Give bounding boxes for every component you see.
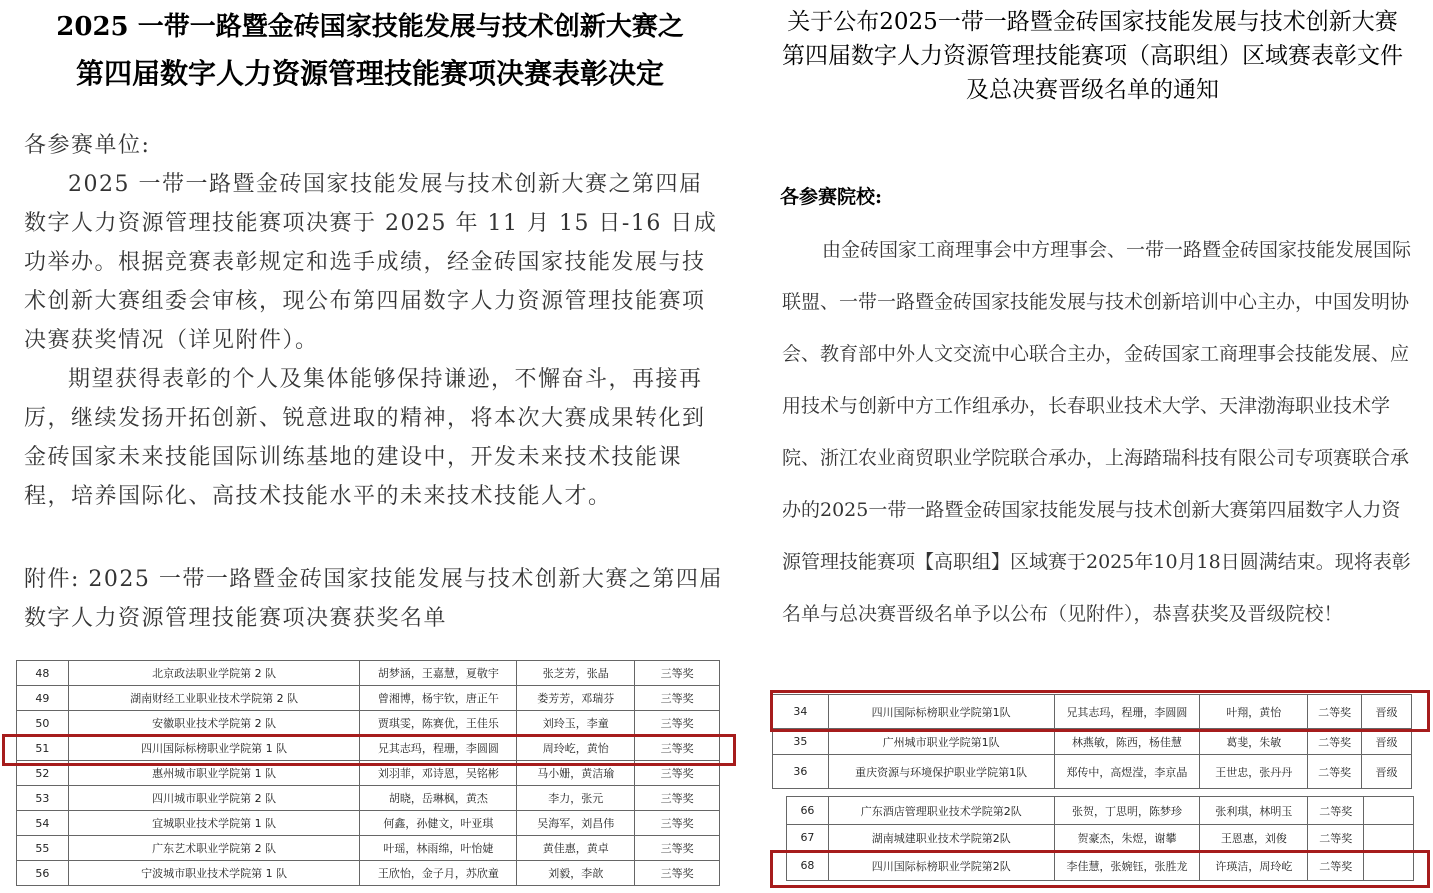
cell-students: 兄其志玛，程珊，李圆圆 [1054, 695, 1200, 729]
cell-students: 刘羽菲，邓诗恩，吴铭彬 [360, 761, 517, 786]
cell-school: 四川城市职业学院第 2 队 [68, 786, 360, 811]
cell-no: 56 [17, 861, 69, 886]
cell-teachers: 吴海军，刘昌伟 [517, 811, 635, 836]
right-title-line2: 第四届数字人力资源管理技能赛项（高职组）区域赛表彰文件 [782, 43, 1403, 69]
right-title-line1: 关于公布2025一带一路暨金砖国家技能发展与技术创新大赛 [787, 9, 1398, 35]
cell-teachers: 李力，张元 [517, 786, 635, 811]
cell-promo: 晋级 [1362, 695, 1412, 729]
cell-students: 李佳慧，张婉钰，张胜龙 [1054, 851, 1200, 881]
table-row [17, 661, 720, 686]
cell-no: 50 [17, 711, 69, 736]
cell-students: 张贺，丁思明，陈梦珍 [1054, 797, 1200, 825]
cell-school: 安徽职业技术学院第 2 队 [68, 711, 360, 736]
cell-no: 55 [17, 836, 69, 861]
table-row [17, 836, 720, 861]
cell-no: 49 [17, 686, 69, 711]
cell-school: 惠州城市职业学院第 1 队 [68, 761, 360, 786]
cell-award: 二等奖 [1308, 797, 1364, 825]
left-highlight-box [2, 734, 736, 766]
right-salutation: 各参赛院校: [780, 186, 883, 208]
cell-teachers: 马小姗，黄洁瑜 [517, 761, 635, 786]
cell-no: 34 [773, 695, 829, 729]
table-row [17, 686, 720, 711]
cell-teachers: 刘玲玉，李童 [517, 711, 635, 736]
cell-no: 35 [773, 729, 829, 755]
cell-no: 67 [787, 825, 829, 851]
cell-school: 四川国际标榜职业学院第1队 [828, 695, 1054, 729]
cell-promo: 晋级 [1362, 729, 1412, 755]
cell-no: 48 [17, 661, 69, 686]
cell-students: 胡晓，岳琳枫，黄杰 [360, 786, 517, 811]
cell-students: 郑传中，高煜滢，李京晶 [1054, 755, 1200, 789]
left-body [24, 126, 724, 516]
right-highlight-box-2 [770, 850, 1430, 888]
cell-teachers: 刘毅，李歆 [517, 861, 635, 886]
left-paragraph-2: 期望获得表彰的个人及集体能够保持谦逊，不懈奋斗，再接再厉，继续发扬开拓创新、锐意进取的精神，将本次大赛成果转化到金砖国家未来技能国际训练基地的建设中，开发未来技术技能课程，培养国际化、高技术技能水平的未来技术技能人才。 [24, 367, 706, 509]
cell-teachers: 王恩惠，刘俊 [1200, 825, 1308, 851]
cell-award: 三等奖 [635, 786, 720, 811]
cell-award: 二等奖 [1308, 695, 1362, 729]
cell-award: 三等奖 [635, 686, 720, 711]
cell-school: 广东艺术职业学院第 2 队 [68, 836, 360, 861]
table-row [17, 861, 720, 886]
cell-students: 林燕敏，陈西，杨佳慧 [1054, 729, 1200, 755]
cell-award: 三等奖 [635, 736, 720, 761]
cell-promo [1364, 825, 1414, 851]
cell-school: 广东酒店管理职业技术学院第2队 [828, 797, 1054, 825]
table-row [17, 786, 720, 811]
cell-students: 胡梦涵，王嘉慧，夏敬宇 [360, 661, 517, 686]
cell-no: 51 [17, 736, 69, 761]
cell-no: 68 [787, 851, 829, 881]
cell-teachers: 周玲屹，黄怡 [517, 736, 635, 761]
cell-promo: 晋级 [1362, 755, 1412, 789]
cell-school: 四川国际标榜职业学院第 1 队 [68, 736, 360, 761]
cell-teachers: 许瑛洁，周玲屹 [1200, 851, 1308, 881]
table-row [773, 755, 1412, 789]
cell-teachers: 叶翔，黄怡 [1200, 695, 1308, 729]
cell-school: 四川国际标榜职业学院第2队 [828, 851, 1054, 881]
right-paragraph: 由金砖国家工商理事会中方理事会、一带一路暨金砖国家技能发展国际联盟、一带一路暨金砖国家技能发展与技术创新培训中心主办，中国发明协会、教育部中外人文交流中心联合主办，金砖国家工商理事会技能发展、应用技术与创新中方工作组承办，长春职业技术大学、天津渤海职业技术学院、浙江农业商贸职业学院联合承办，上海踏瑞科技有限公司专项赛联合承办的2025一带一路暨金砖国家技能发展与技术创新大赛第四届数字人力资源管理技能赛项【高职组】区域赛于2025年10月18日圆满结束。现将表彰名单与总决赛晋级名单予以公布（见附件），恭喜获奖及晋级院校！ [782, 239, 1412, 625]
left-award-table [16, 660, 720, 886]
cell-no: 36 [773, 755, 829, 789]
cell-award: 二等奖 [1308, 851, 1364, 881]
cell-award: 三等奖 [635, 761, 720, 786]
table-row [787, 797, 1414, 825]
cell-teachers: 葛斐，朱敏 [1200, 729, 1308, 755]
table-row [17, 811, 720, 836]
left-attachment: 附件: 2025 一带一路暨金砖国家技能发展与技术创新大赛之第四届数字人力资源管理技能赛项决赛获奖名单 [24, 567, 723, 631]
cell-no: 53 [17, 786, 69, 811]
cell-school: 宜城职业技术学院第 1 队 [68, 811, 360, 836]
cell-no: 54 [17, 811, 69, 836]
left-paragraph-1: 2025 一带一路暨金砖国家技能发展与技术创新大赛之第四届数字人力资源管理技能赛项决赛于 2025 年 11 月 15 日-16 日成功举办。根据竞赛表彰规定和选手成绩，经金砖国家技能发展与技术创新大赛组委会审核，现公布第四届数字人力资源管理技能赛项决赛获奖情况（详见附件）。 [24, 172, 718, 353]
cell-no: 66 [787, 797, 829, 825]
left-salutation: 各参赛单位: [24, 133, 151, 158]
cell-promo [1364, 797, 1414, 825]
table-row [773, 729, 1412, 755]
cell-students: 王欣怡，金子月，苏欣童 [360, 861, 517, 886]
cell-award: 三等奖 [635, 711, 720, 736]
cell-award: 三等奖 [635, 661, 720, 686]
cell-award: 三等奖 [635, 811, 720, 836]
cell-students: 何鑫，孙健文，叶亚琪 [360, 811, 517, 836]
cell-students: 贺豪杰，朱煜，谢攀 [1054, 825, 1200, 851]
cell-award: 二等奖 [1308, 825, 1364, 851]
cell-teachers: 王世忠，张丹丹 [1200, 755, 1308, 789]
left-title-line1: 2025 一带一路暨金砖国家技能发展与技术创新大赛之 [56, 12, 684, 42]
right-highlight-box-1 [770, 690, 1430, 732]
cell-teachers: 张芝芳，张晶 [517, 661, 635, 686]
cell-school: 重庆资源与环境保护职业学院第1队 [828, 755, 1054, 789]
cell-award: 二等奖 [1308, 729, 1362, 755]
cell-school: 广州城市职业学院第1队 [828, 729, 1054, 755]
cell-teachers: 娄芳芳，邓瑞芬 [517, 686, 635, 711]
right-title-line3: 及总决赛晋级名单的通知 [966, 77, 1219, 103]
cell-teachers: 张利琪，林明玉 [1200, 797, 1308, 825]
table-row [17, 711, 720, 736]
cell-school: 宁波城市职业技术学院第 1 队 [68, 861, 360, 886]
cell-school: 北京政法职业学院第 2 队 [68, 661, 360, 686]
cell-school: 湖南城建职业技术学院第2队 [828, 825, 1054, 851]
right-document [752, 0, 1433, 893]
cell-students: 贾琪雯，陈赛优，王佳乐 [360, 711, 517, 736]
cell-students: 叶瑶，林雨绵，叶怡婕 [360, 836, 517, 861]
cell-students: 曾湘博，杨宇钦，唐正午 [360, 686, 517, 711]
cell-award: 三等奖 [635, 836, 720, 861]
table-row [787, 825, 1414, 851]
cell-award: 二等奖 [1308, 755, 1362, 789]
left-title-line2: 第四届数字人力资源管理技能赛项决赛表彰决定 [75, 57, 664, 90]
cell-students: 兄其志玛，程珊，李圆圆 [360, 736, 517, 761]
cell-no: 52 [17, 761, 69, 786]
cell-award: 三等奖 [635, 861, 720, 886]
cell-teachers: 黄佳惠，黄卓 [517, 836, 635, 861]
cell-school: 湖南财经工业职业技术学院第 2 队 [68, 686, 360, 711]
